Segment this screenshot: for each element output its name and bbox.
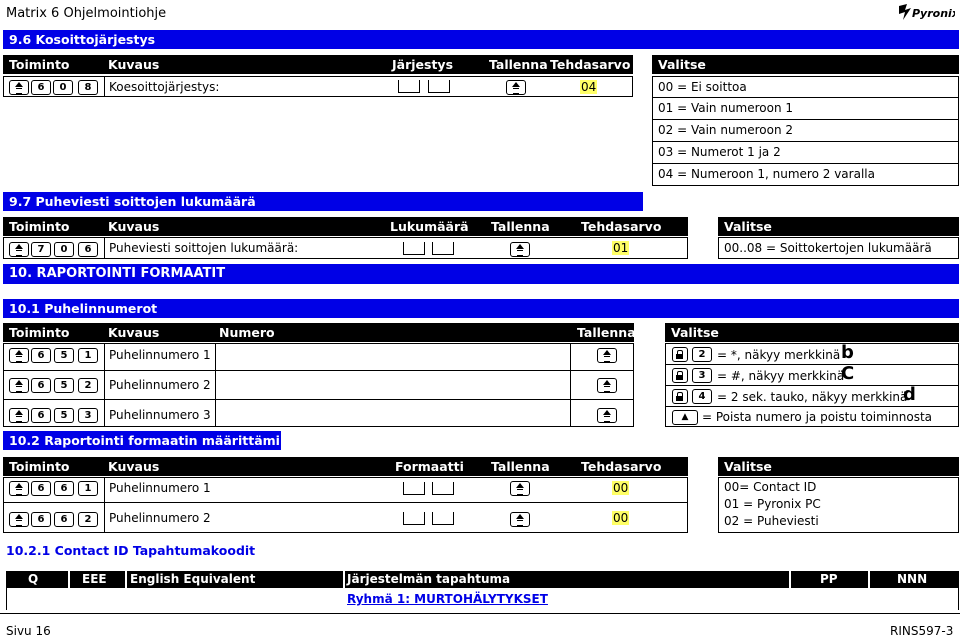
section-10-2-1-title: 10.2.1 Contact ID Tapahtumakoodit [6,543,256,558]
key-digit: 6 [31,408,51,423]
save-key-icon [597,408,617,423]
option-item: 01 = Vain numeroon 1 [658,101,794,115]
col-tallenna: Tallenna [577,325,636,340]
entry-blank [428,80,450,93]
section-9-7-header [3,217,688,236]
col-toiminto: Toiminto [9,57,70,72]
brand-text: Pyronix [912,7,955,20]
divider [104,237,105,259]
col-lukumaara: Lukumäärä [390,219,469,234]
option-item: 00= Contact ID [724,480,817,494]
divider [343,571,345,588]
key-digit: 6 [54,481,74,496]
divider [652,141,959,142]
option-item: 00..08 = Soittokertojen lukumäärä [724,241,932,255]
section-9-7-valitse-header [718,217,959,236]
col-valitse: Valitse [724,219,772,234]
key-digit: 3 [78,408,98,423]
col-valitse: Valitse [671,325,719,340]
display-glyph: b [841,342,854,363]
description: Koesoittojärjestys: [109,80,220,94]
divider [789,571,791,588]
program-key-icon [9,408,29,423]
col-toiminto: Toiminto [9,459,70,474]
option-item: = *, näkyy merkkinä [717,348,841,362]
section-10-2-table [3,477,688,533]
divider [665,406,959,407]
option-item: 04 = Numeroon 1, numero 2 varalla [658,167,875,181]
key-digit: 5 [54,348,74,363]
program-key-icon [9,481,29,496]
col-valitse: Valitse [724,459,772,474]
section-10-1-header [3,323,634,342]
col-toiminto: Toiminto [9,219,70,234]
col-jarjestelman-tapahtuma: Järjestelmän tapahtuma [347,572,511,586]
col-tallenna: Tallenna [491,459,550,474]
option-item: = Poista numero ja poistu toiminnosta [702,410,933,424]
key-digit: 3 [692,368,712,383]
col-kuvaus: Kuvaus [108,459,160,474]
section-9-6-header [3,55,633,74]
entry-blank [432,512,454,525]
col-jarjestys: Järjestys [392,57,454,72]
description: Puhelinnumero 1 [109,348,211,362]
program-key-icon [9,348,29,363]
col-kuvaus: Kuvaus [108,219,160,234]
option-item: 03 = Numerot 1 ja 2 [658,145,781,159]
key-digit: 8 [78,80,98,95]
key-digit: 6 [31,348,51,363]
option-item: 02 = Puheviesti [724,514,819,528]
col-tallenna: Tallenna [489,57,548,72]
lock-key-icon [672,389,688,404]
divider [68,571,70,588]
section-10-2-header [3,457,688,476]
divider [652,163,959,164]
entry-blank [398,80,420,93]
col-eee: EEE [82,572,107,586]
divider [215,343,216,427]
key-digit: 7 [31,242,51,257]
program-key-icon [9,80,29,95]
key-digit: 6 [78,242,98,257]
divider [3,399,634,400]
footer-rule [0,613,960,614]
section-9-6-valitse-header [652,55,959,74]
divider [6,588,7,610]
section-10-bar: 10. RAPORTOINTI FORMAATIT [3,264,959,284]
save-key-icon [597,348,617,363]
default-value: 00 [613,511,629,525]
col-formaatti: Formaatti [395,459,464,474]
key-digit: 5 [54,408,74,423]
key-digit: 6 [31,378,51,393]
col-toiminto: Toiminto [9,325,70,340]
divider [868,571,870,588]
key-digit: 5 [54,378,74,393]
section-9-6-bar: 9.6 Kosoittojärjestys [3,30,959,49]
description: Puhelinnumero 2 [109,511,211,525]
display-glyph: C [841,363,855,384]
save-key-icon [510,481,530,496]
description: Puhelinnumero 3 [109,408,211,422]
col-q: Q [28,572,39,586]
key-digit: 2 [78,378,98,393]
program-key-icon [9,378,29,393]
col-valitse: Valitse [658,57,706,72]
col-kuvaus: Kuvaus [108,57,160,72]
page-number: Sivu 16 [6,624,51,638]
key-digit: 2 [692,347,712,362]
col-numero: Numero [219,325,275,340]
section-9-7-row [3,237,688,259]
option-item: 01 = Pyronix PC [724,497,821,511]
save-key-icon [506,80,526,95]
lock-key-icon [672,368,688,383]
save-key-icon [597,378,617,393]
col-tehdasarvo: Tehdasarvo [581,459,662,474]
option-item: 00 = Ei soittoa [658,80,747,94]
key-digit: 6 [54,512,74,527]
default-value: 04 [581,80,597,94]
pyronix-logo [897,2,955,25]
divider [125,571,127,588]
section-9-7-bar: 9.7 Puheviesti soittojen lukumäärä [3,192,643,211]
document-code: RINS597-3 [890,624,954,638]
program-key-icon [9,512,29,527]
col-tehdasarvo: Tehdasarvo [581,219,662,234]
default-value: 00 [613,481,629,495]
option-item: = 2 sek. tauko, näkyy merkkinä [717,390,908,404]
divider [104,343,105,427]
section-10-1-valitse-header [665,323,959,342]
description: Puhelinnumero 1 [109,481,211,495]
col-kuvaus: Kuvaus [108,325,160,340]
divider [665,364,959,365]
save-key-icon [510,512,530,527]
col-tallenna: Tallenna [491,219,550,234]
key-digit: 6 [31,80,51,95]
default-value: 01 [613,241,629,255]
col-nnn: NNN [897,572,928,586]
divider [652,97,959,98]
display-glyph: d [903,384,916,405]
key-digit: 6 [31,481,51,496]
divider [3,370,634,371]
divider [570,343,571,427]
key-digit: 2 [78,512,98,527]
key-digit: 1 [78,481,98,496]
section-10-1-bar: 10.1 Puhelinnumerot [3,299,959,318]
key-digit: 4 [692,389,712,404]
divider [104,477,105,533]
description: Puheviesti soittojen lukumäärä: [109,241,299,255]
description: Puhelinnumero 2 [109,378,211,392]
divider [104,76,105,97]
group-title: Ryhmä 1: MURTOHÄLYTYKSET [347,592,548,606]
section-10-2-bar: 10.2 Raportointi formaatin määrittäminen [3,431,281,450]
entry-blank [403,512,425,525]
section-10-2-valitse-header [718,457,959,476]
divider [3,502,688,503]
col-tehdasarvo: Tehdasarvo [550,57,631,72]
col-english-equivalent: English Equivalent [130,572,256,586]
program-key-icon [9,242,29,257]
option-item: = #, näkyy merkkinä [717,369,845,383]
key-digit: 0 [54,242,74,257]
document-title: Matrix 6 Ohjelmointiohje [6,6,167,21]
save-key-icon [510,242,530,257]
entry-blank [432,482,454,495]
up-arrow-key-icon: ▲ [672,410,698,425]
option-item: 02 = Vain numeroon 2 [658,123,794,137]
divider [958,588,959,610]
entry-blank [403,482,425,495]
col-pp: PP [820,572,838,586]
entry-blank [432,242,454,255]
key-digit: 0 [53,80,73,95]
key-digit: 1 [78,348,98,363]
divider [652,119,959,120]
lock-key-icon [672,347,688,362]
entry-blank [403,242,425,255]
key-digit: 6 [31,512,51,527]
